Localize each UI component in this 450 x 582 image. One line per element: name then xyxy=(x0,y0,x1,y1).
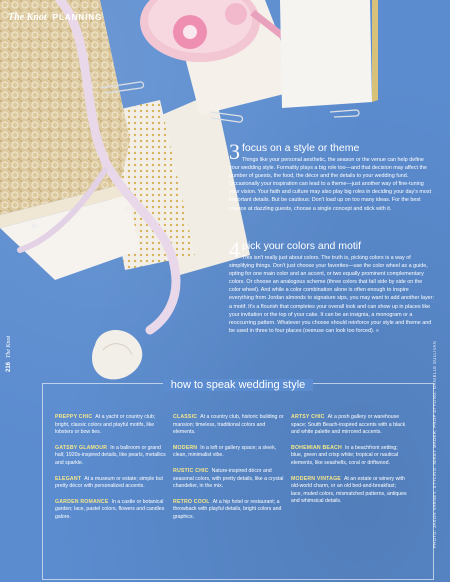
step-3 xyxy=(229,139,434,213)
step-4 xyxy=(229,237,434,335)
style-entry xyxy=(55,445,171,468)
step-heading: focus on a style or theme xyxy=(242,142,360,154)
style-name: PREPPY CHIC xyxy=(55,414,93,420)
style-name: ARTSY CHIC xyxy=(291,414,325,420)
page-folio xyxy=(6,336,12,372)
pearl-pin xyxy=(32,224,37,229)
style-description: In a beachfront setting; blue, green and crisp white; tropical or nautical elements, like seashells, coral or driftwood. xyxy=(291,444,398,466)
style-description: In a ballroom or grand hall; 1920s-inspired details, like pearls, metallics and sparkle. xyxy=(55,444,166,466)
style-description: Nature-inspired décor and seasonal colors, with pretty details, like a crystal chandelier, in the mix. xyxy=(173,467,284,490)
style-description: At a museum or estate; simple but pretty décor with personalized accents. xyxy=(55,475,163,490)
style-entry xyxy=(291,476,407,506)
section-label: PLANNING xyxy=(52,13,103,22)
glossary-title: how to speak wedding style xyxy=(163,379,314,391)
style-description: At an estate or winery with old-world charm, or an old bed-and-breakfast; lace, muted colors, mismatched patterns, antiques and whimsical details. xyxy=(291,475,407,505)
gold-edge xyxy=(372,0,378,102)
style-name: CLASSIC xyxy=(173,414,198,420)
style-name: GARDEN ROMANCE xyxy=(55,498,109,505)
style-glossary-box xyxy=(42,379,434,580)
style-entry xyxy=(173,499,289,522)
style-description: At a country club, historic building or mansion; timeless, traditional colors and elements. xyxy=(173,414,284,436)
folio-brand: The Knot xyxy=(6,335,12,358)
style-name: ELEGANT xyxy=(55,475,82,482)
style-name: RETRO COOL xyxy=(173,498,210,505)
step-body: Things like your personal aesthetic, the season or the venue can help define your wedding style. Formality plays a big role too—and that decision may affect the number of guests, the food, the décor and the details to your wedding fund. Occasionally your inspiration can lead to a theme—just another way of fine-tuning your vision. Your faith and culture may also play big roles in deciding your day's most important details. But be cautious: Don't load up on too many ideas. For the best chance at dazzling guests, choose a single concept and stick with it. xyxy=(229,157,432,212)
style-entry xyxy=(55,414,171,437)
paper-clip xyxy=(330,110,359,117)
step-heading: pick your colors and motif xyxy=(242,240,362,252)
style-name: BOHEMIAN BEACH xyxy=(291,444,342,451)
page-number: 216 xyxy=(6,361,12,372)
photo-credit: PHOTO: JASON VARNEY; STYLING: MIKEY MADER; PROP STYLING: DANIELLE SULLIVAN xyxy=(432,340,437,548)
style-description: In a castle or botanical garden; lace, pastel colors, flowers and candles galore. xyxy=(55,498,165,520)
pearl-pin xyxy=(124,205,130,211)
step-number: 4 xyxy=(229,237,240,262)
glossary-column xyxy=(173,414,289,530)
running-header xyxy=(8,12,102,23)
style-name: RUSTIC CHIC xyxy=(173,467,209,474)
style-description: At a yacht or country club; bright, classic colors and playful motifs, like lobsters or bow ties. xyxy=(55,414,156,436)
style-description: At a hip hotel or restaurant; a throwback with playful details, bright colors and graphics. xyxy=(173,498,282,520)
style-entry xyxy=(55,476,171,491)
style-entry xyxy=(173,445,289,460)
seashell xyxy=(92,330,142,379)
style-entry xyxy=(173,414,289,437)
lace-invitation xyxy=(0,0,130,215)
style-name: MODERN VINTAGE xyxy=(291,475,341,482)
tape-roll-core xyxy=(183,25,197,39)
style-entry xyxy=(291,445,407,468)
style-description: At a posh gallery or warehouse space; South Beach-inspired accents with a black and white palette and mirrored accents. xyxy=(291,414,406,436)
style-name: MODERN xyxy=(173,444,198,451)
style-name: GATSBY GLAMOUR xyxy=(55,444,108,451)
style-description: In a loft or gallery space; a sleek, clean, minimalist vibe. xyxy=(173,444,277,459)
glossary-title-wrap xyxy=(43,375,433,393)
glossary-column xyxy=(55,414,171,530)
step-body: This isn't really just about colors. The truth is, picking colors is a way of simplifying things. Don't just choose your favorites—use the color wheel as a guide, opting for one main color and an accent, or two equally prominent complementary colors. Or choose an analogous scheme (three colors that fall side by side on the color wheel). And while a color combination alone is often enough to inspire everything from Jordan almonds to signature sips, you may want to add another layer: a motif. It's a flourish that completes your overall look and can show up in places like your invitation or the top of your cake. It can be an insignia, a monogram or a reoccurring pattern. Whatever you choose should reinforce your style and theme and be used in three to four places (overuse can look too forced). » xyxy=(229,255,434,334)
tape-roll xyxy=(225,3,247,25)
style-entry xyxy=(291,414,407,437)
style-entry xyxy=(173,468,289,491)
step-number: 3 xyxy=(229,139,240,164)
white-card-top xyxy=(280,0,372,108)
glossary-column xyxy=(291,414,407,514)
brand-logo: The Knot xyxy=(8,12,47,23)
style-entry xyxy=(55,499,171,522)
